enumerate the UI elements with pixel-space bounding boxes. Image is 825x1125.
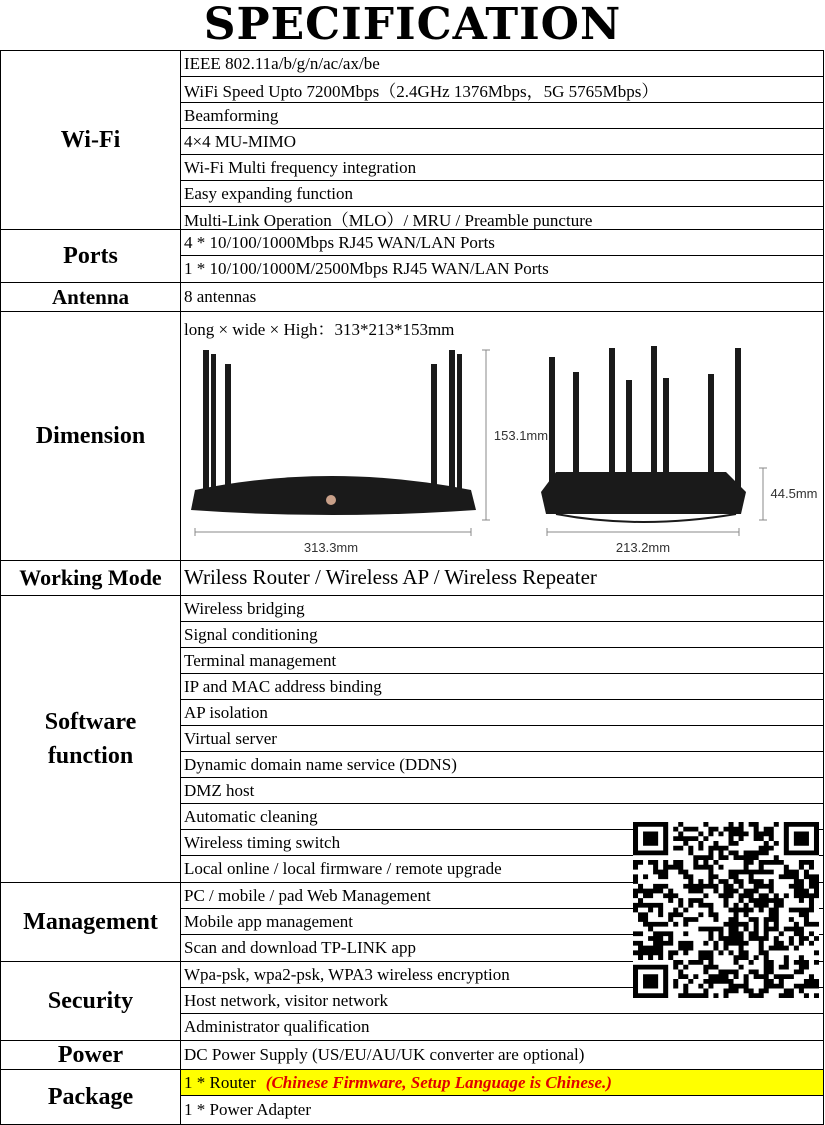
ports-label: Ports [1, 230, 181, 282]
software-label [1, 596, 181, 882]
power-section [1, 1041, 824, 1070]
table-row [181, 1070, 823, 1096]
table-row: IP and MAC address binding [181, 674, 823, 700]
table-row: Wireless timing switch [181, 830, 823, 856]
antenna-section [1, 283, 824, 312]
table-row: DMZ host [181, 778, 823, 804]
antenna-label: Antenna [1, 283, 181, 311]
table-row: PC / mobile / pad Web Management [181, 883, 823, 909]
table-row: Automatic cleaning [181, 804, 823, 830]
package-section [1, 1070, 824, 1125]
table-row: Easy expanding function [181, 181, 823, 207]
dimension-label: Dimension [1, 312, 181, 560]
firmware-note: (Chinese Firmware, Setup Language is Chinese.) [265, 1072, 612, 1092]
ports-section [1, 230, 824, 283]
management-label: Management [1, 883, 181, 961]
table-row: 1 * Power Adapter [184, 1099, 312, 1119]
software-label-line1: Software [44, 709, 137, 735]
table-row: 8 antennas [184, 286, 257, 306]
table-row: Dynamic domain name service (DDNS) [181, 752, 823, 778]
table-row: DC Power Supply (US/EU/AU/UK converter are optional) [184, 1044, 585, 1064]
page-title: SPECIFICATION [203, 0, 622, 50]
table-row: Administrator qualification [184, 1016, 370, 1036]
table-row: Wi-Fi Multi frequency integration [181, 155, 823, 181]
package-router: 1 * Router [184, 1072, 256, 1092]
qr-code-icon [633, 822, 819, 998]
table-row: Multi-Link Operation（MLO）/ MRU / Preamble puncture [184, 210, 593, 229]
router-dimension-image [181, 342, 821, 558]
table-row: Beamforming [181, 103, 823, 129]
table-row: Wriless Router / Wireless AP / Wireless Repeater [184, 565, 597, 589]
table-row: Terminal management [181, 648, 823, 674]
table-row: WiFi Speed Upto 7200Mbps（2.4GHz 1376Mbps，5G 5765Mbps） [181, 77, 823, 103]
table-row: Host network, visitor network [181, 988, 823, 1014]
wifi-label: Wi-Fi [1, 51, 181, 229]
table-row: AP isolation [181, 700, 823, 726]
table-row: 4 * 10/100/1000Mbps RJ45 WAN/LAN Ports [181, 230, 823, 256]
front-width-label: 313.3mm [303, 540, 359, 555]
working-mode-label: Working Mode [1, 561, 181, 595]
router-side-view [541, 346, 746, 522]
table-row: Virtual server [181, 726, 823, 752]
dimension-section [1, 312, 824, 561]
table-row: Wpa-psk, wpa2-psk, WPA3 wireless encryption [181, 962, 823, 988]
front-height-label: 153.1mm [493, 428, 549, 443]
power-label: Power [1, 1041, 181, 1069]
table-row: Mobile app management [181, 909, 823, 935]
router-front-view [191, 350, 476, 515]
package-label: Package [1, 1070, 181, 1124]
table-row: Wireless bridging [181, 596, 823, 622]
side-width-label: 213.2mm [615, 540, 671, 555]
side-height-label: 44.5mm [770, 486, 818, 501]
security-label: Security [1, 962, 181, 1040]
working-mode-section [1, 561, 824, 596]
software-label-line2: function [47, 743, 134, 769]
table-row: 4×4 MU-MIMO [181, 129, 823, 155]
table-row: IEEE 802.11a/b/g/n/ac/ax/be [181, 51, 823, 77]
table-row: 1 * 10/100/1000M/2500Mbps RJ45 WAN/LAN Ports [184, 258, 549, 278]
table-row: Signal conditioning [181, 622, 823, 648]
table-row: Local online / local firmware / remote upgrade [184, 858, 502, 878]
wifi-section [1, 51, 824, 230]
table-row: Scan and download TP-LINK app [184, 937, 416, 957]
table-row: long × wide × High：313*213*153mm [184, 319, 455, 339]
